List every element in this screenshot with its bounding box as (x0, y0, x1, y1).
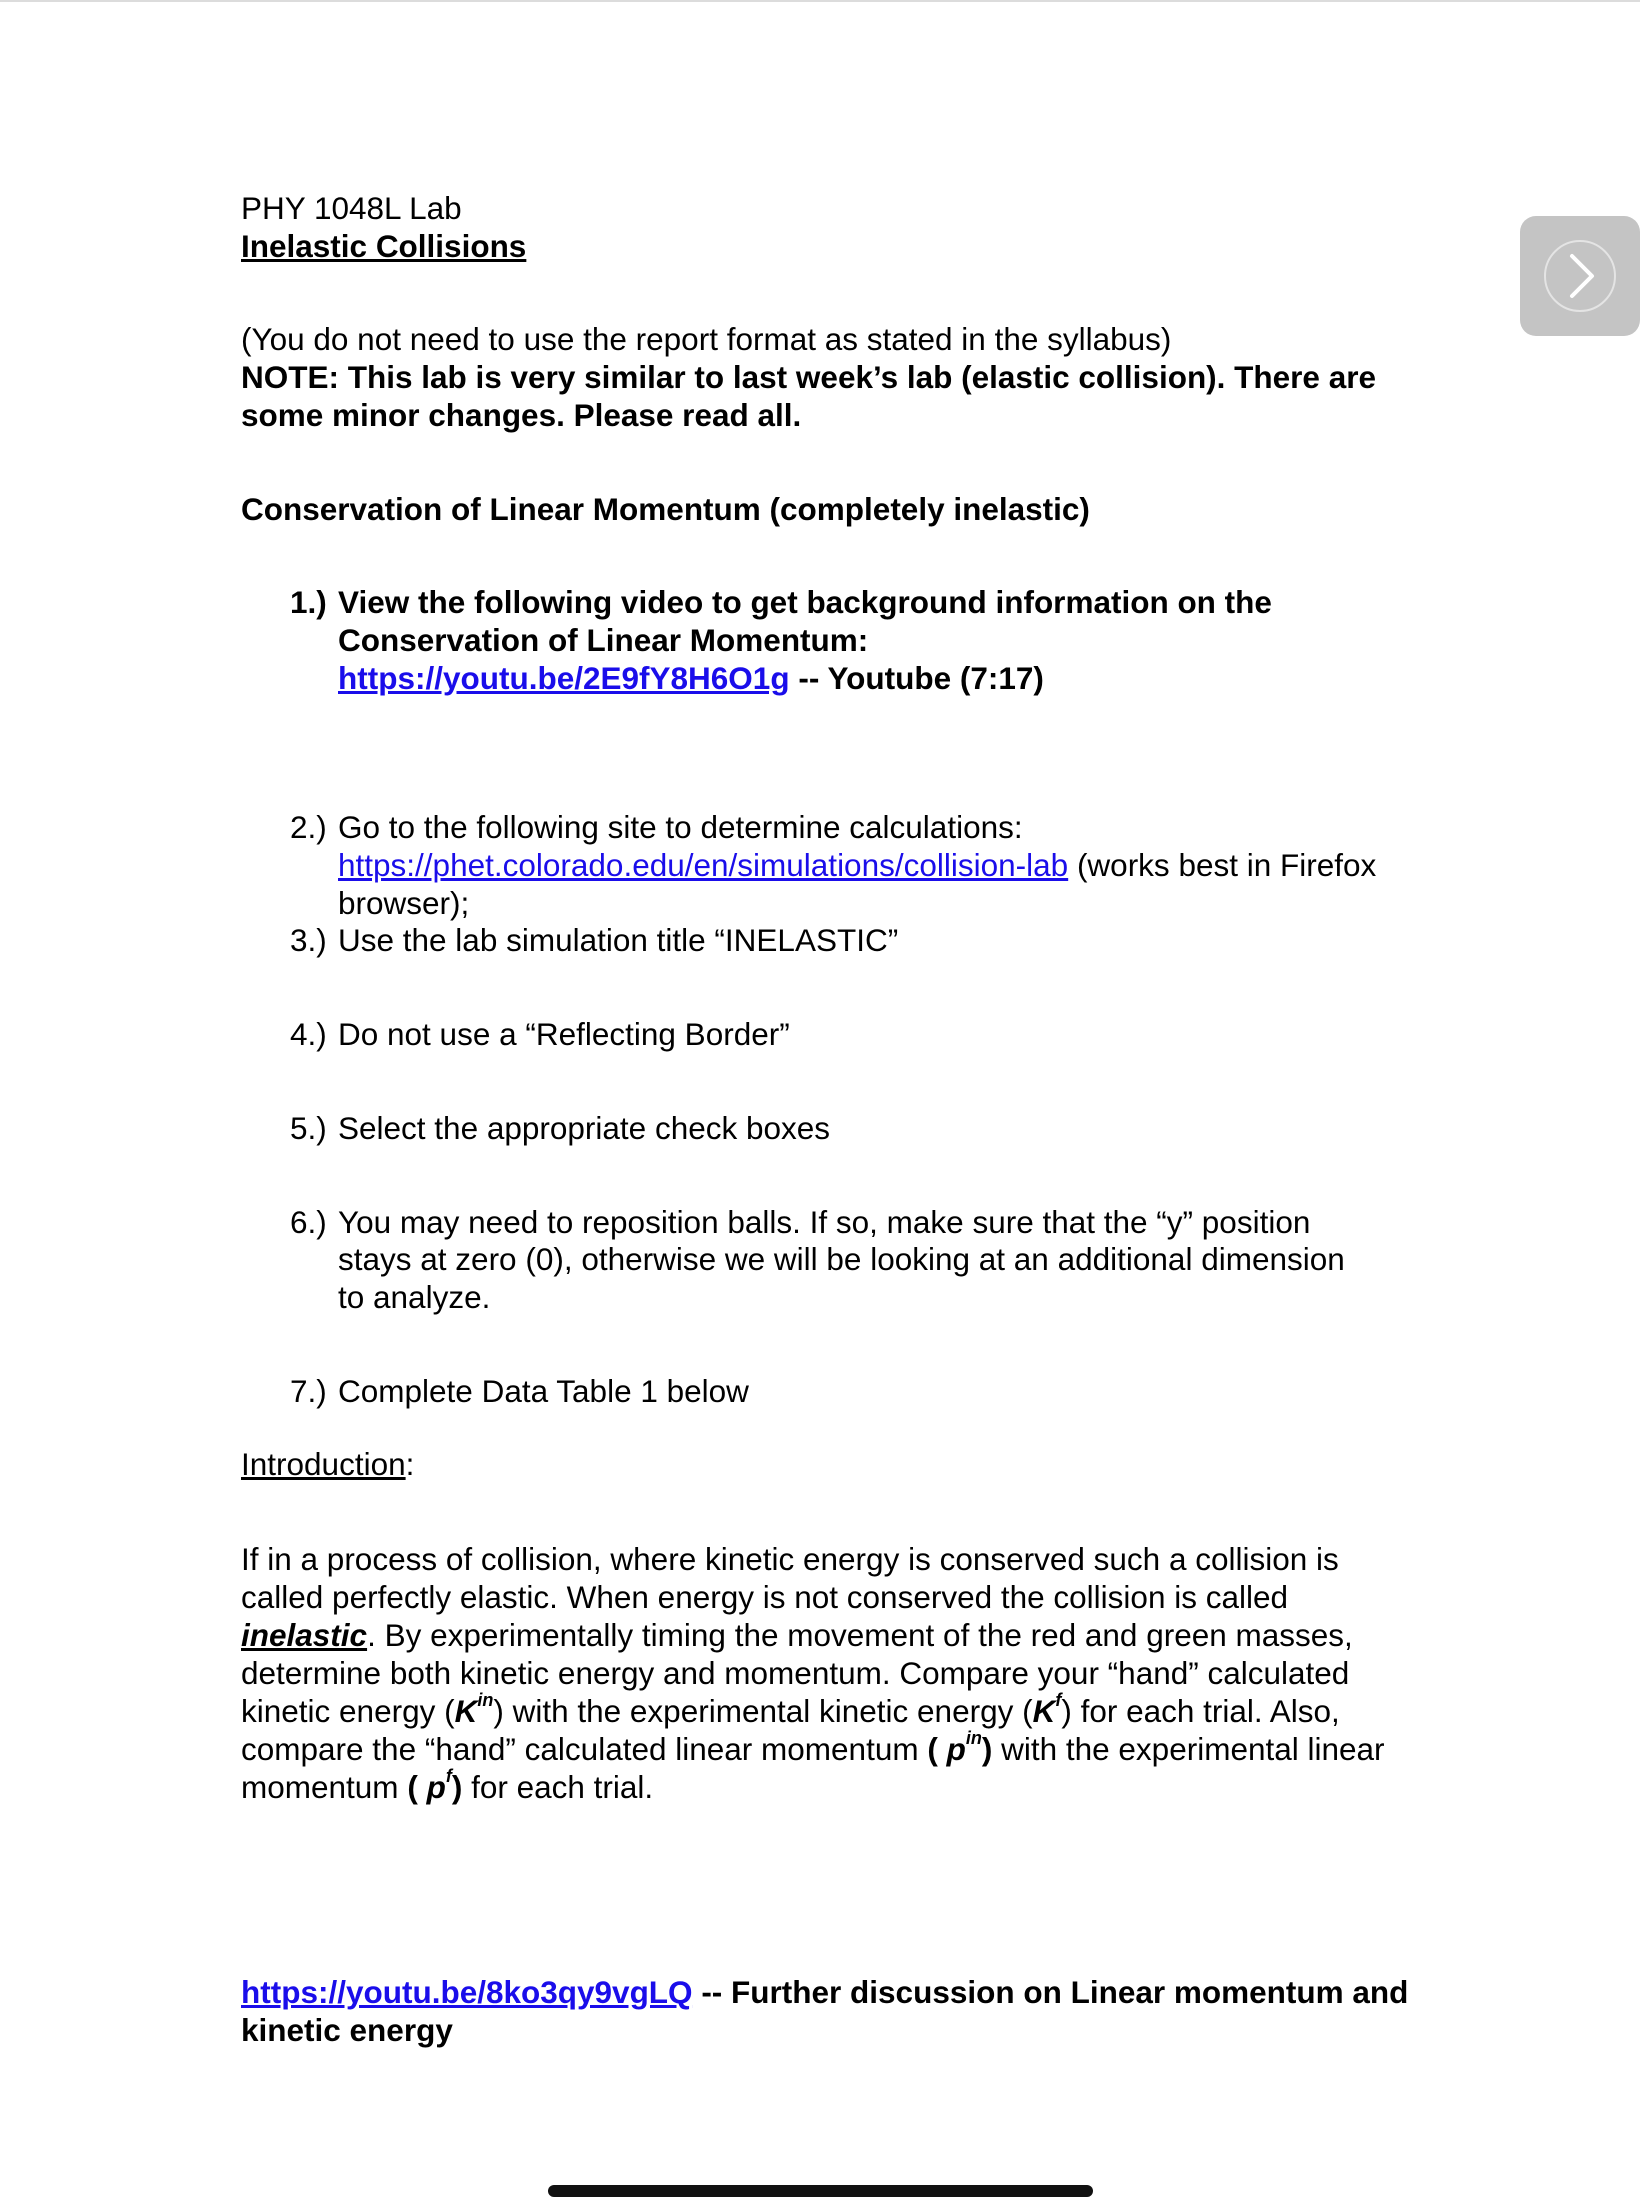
list-item (290, 1016, 1441, 1054)
item-number: 4.) (290, 1016, 327, 1053)
list-item (290, 1110, 1441, 1148)
item-number: 1.) (290, 584, 327, 621)
item-text: Select the appropriate check boxes (338, 1109, 831, 1146)
item-number: 6.) (290, 1203, 327, 1240)
item-number: 3.) (290, 922, 327, 959)
course-label: PHY 1048L Lab (241, 190, 462, 226)
link-suffix: (works best in Firefox browser); (338, 847, 1377, 921)
next-page-button[interactable] (1520, 216, 1640, 336)
similarity-note: NOTE: This lab is very similar to last week’s lab (elastic collision). There are some minor changes. Please read all. (241, 359, 1376, 433)
link-suffix: -- Youtube (7:17) (789, 659, 1044, 696)
home-indicator[interactable] (548, 2185, 1093, 2197)
item-number: 2.) (290, 809, 327, 846)
further-video-link[interactable]: https://youtu.be/8ko3qy9vgLQ (241, 1974, 693, 2011)
format-note: (You do not need to use the report format as stated in the syllabus) (241, 321, 1172, 358)
simulation-link[interactable]: https://phet.colorado.edu/en/simulations/collision-lab (338, 847, 1069, 884)
video-link[interactable]: https://youtu.be/2E9fY8H6O1g (338, 659, 790, 696)
further-discussion: https://youtu.be/8ko3qy9vgLQ -- Further discussion on Linear momentum and kinetic energy (241, 1974, 1409, 2048)
top-border (0, 0, 1640, 2)
introduction-heading: Introduction: (241, 1446, 415, 1483)
item-text: You may need to reposition balls. If so, make sure that the “y” position stays at zero (0), otherwise we will be looking at an additional dimension to analyze. (338, 1203, 1345, 1315)
section-title: Conservation of Linear Momentum (completely inelastic) (241, 490, 1090, 527)
introduction-paragraph: If in a process of collision, where kinetic energy is conserved such a collision is called perfectly elastic. When energy is not conserved the collision is called inelastic. By experimentally timing the movement of the red and green masses, determine both kinetic energy and momentum. Compare your “hand” calculated kinetic energy $(K^{in})$ with the experimental kinetic energy $(K^f)$ for each trial. Also, compare the “hand” calculated linear momentum ( $p^{in}$) with the experimental linear momentum ( $p^f$) for each trial. (241, 1541, 1385, 1806)
list-item (290, 1373, 1441, 1411)
item-text: Do not use a “Reflecting Border” (338, 1016, 790, 1053)
list-item (290, 584, 1441, 697)
item-text: Go to the following site to determine calculations: (338, 809, 1023, 846)
list-item (290, 1204, 1441, 1317)
item-number: 5.) (290, 1109, 327, 1146)
page-title: Inelastic Collisions (241, 227, 527, 264)
item-number: 7.) (290, 1372, 327, 1409)
document-page (241, 190, 1441, 2049)
item-text: Complete Data Table 1 below (338, 1372, 749, 1409)
item-text: View the following video to get background information on the Conservation of Linear Momentum: (338, 584, 1272, 658)
item-text: Use the lab simulation title “INELASTIC” (338, 922, 899, 959)
list-item (290, 922, 1441, 960)
inelastic-term: inelastic (241, 1617, 368, 1654)
list-item (290, 809, 1441, 922)
instruction-list (290, 584, 1441, 1410)
chevron-right-icon (1542, 238, 1618, 314)
